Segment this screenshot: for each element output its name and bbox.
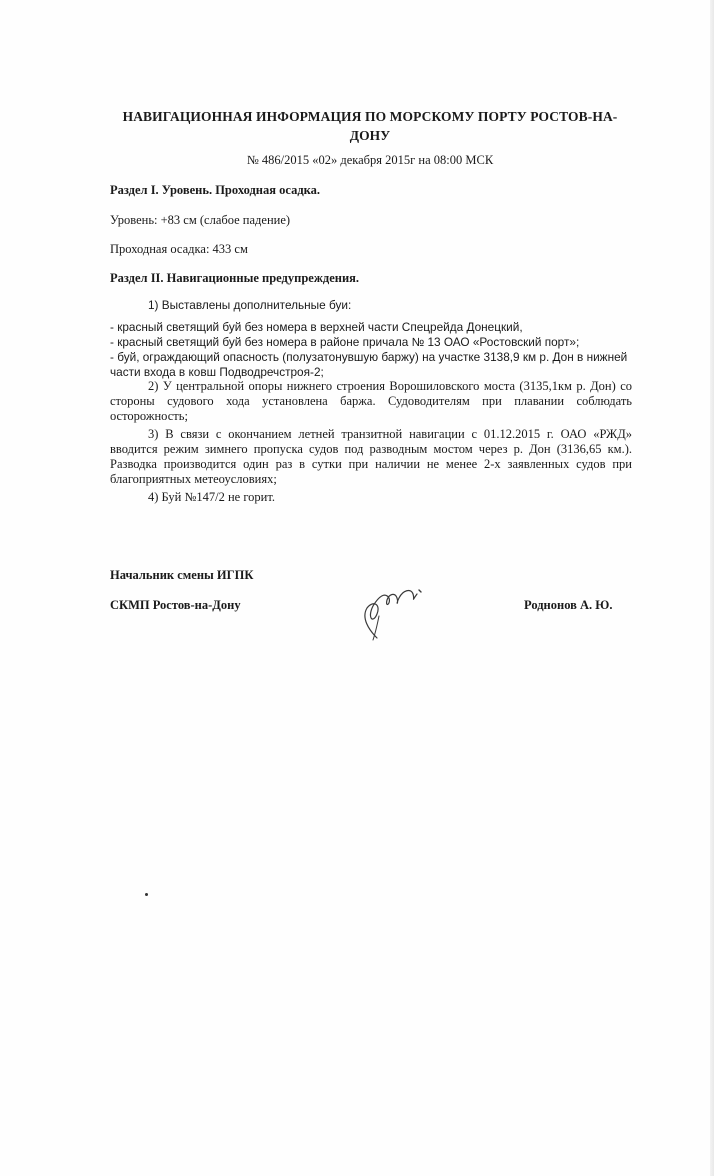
warning-item-1-intro: 1) Выставлены дополнительные буи: <box>148 298 352 312</box>
warning-item-1-line-1: - красный светящий буй без номера в верхней части Спецрейда Донецкий, <box>110 320 523 334</box>
document-title: НАВИГАЦИОННАЯ ИНФОРМАЦИЯ ПО МОРСКОМУ ПОРТУ РОСТОВ-НА-ДОНУ <box>122 109 618 143</box>
warning-item-4: 4) Буй №147/2 не горит. <box>148 490 276 504</box>
warning-item-2: 2) У центральной опоры нижнего строения Ворошиловского моста (3135,1км р. Дон) со стороны судового хода установлена баржа. Судоводителям при плавании соблюдать осторожность; <box>110 379 632 423</box>
document-number-line: № 486/2015 «02» декабря 2015г на 08:00 МСК <box>246 153 494 167</box>
scan-speck <box>145 893 148 896</box>
warning-item-1-line-2: - красный светящий буй без номера в районе причала № 13 ОАО «Ростовский порт»; <box>110 335 580 349</box>
section2-heading: Раздел II. Навигационные предупреждения. <box>110 271 360 285</box>
signatory-name: Роднонов А. Ю. <box>524 598 613 612</box>
level-value: Уровень: +83 см (слабое падение) <box>110 213 291 227</box>
warning-item-1-line-3: - буй, ограждающий опасность (полузатонувшую баржу) на участке 3138,9 км р. Дон в нижней части входа в ковш Подводречстроя-2; <box>110 350 628 379</box>
handwritten-signature <box>355 578 435 642</box>
signatory-position-line-2: СКМП Ростов-на-Дону <box>110 598 241 612</box>
section1-heading: Раздел I. Уровень. Проходная осадка. <box>110 183 321 197</box>
warning-item-3: 3) В связи с окончанием летней транзитной навигации с 01.12.2015 г. ОАО «РЖД» вводится режим зимнего пропуска судов под разводным мостом через р. Дон (3136,65 км.). Разводка производится один раз в сутки при наличии не менее 2-х заявленных судов при благоприятных метеоусловиях; <box>110 427 632 486</box>
signatory-position-line-1: Начальник смены ИГПК <box>110 568 254 582</box>
draft-value: Проходная осадка: 433 см <box>110 242 248 256</box>
scan-edge <box>710 0 714 1176</box>
